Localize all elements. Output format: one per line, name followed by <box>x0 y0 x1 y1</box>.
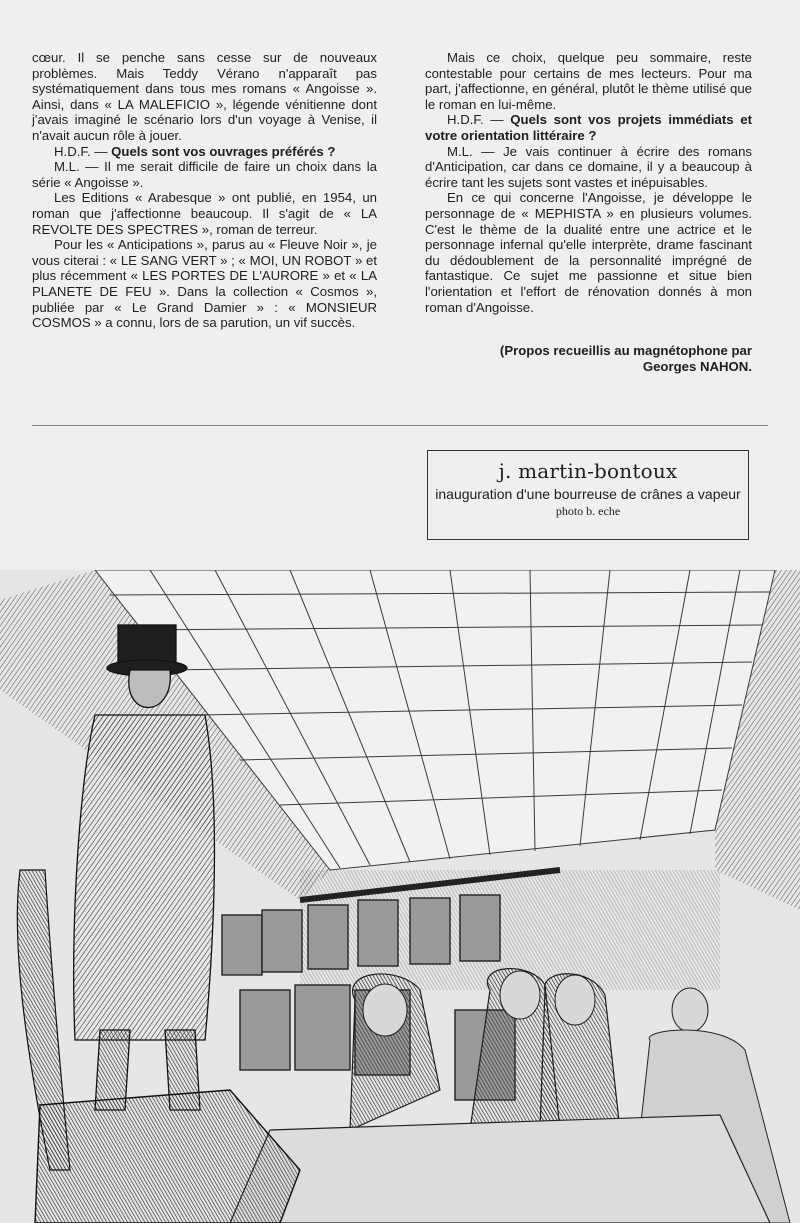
right-column <box>425 50 752 374</box>
paragraph: Mais ce choix, quelque peu sommaire, reste contestable pour certains de mes lecteurs. Pour ma part, j'affectionne, en général, plutôt le thème utilisé que le roman en lui-même. <box>425 50 752 112</box>
illustration-caption <box>427 450 749 540</box>
paragraph: M.L. — Je vais continuer à écrire des romans d'Anticipation, car dans ce domaine, il y a beaucoup à écrire tant les sujets sont vastes et inépuisables. <box>425 143 752 190</box>
question-text: Quels sont vos projets immédiats et votre orientation littéraire ? <box>425 112 752 143</box>
caption-photo-credit: photo b. eche <box>555 504 621 518</box>
question <box>425 112 752 143</box>
paragraph: En ce qui concerne l'Angoisse, je développe le personnage de « MEPHISTA » en plusieurs volumes. C'est le thème de la dualité entre une actrice et le personnage infernal qu'elle interprète, drame fascinant du dédoublement de la personnalité imprégné de fantastique. Ce sujet me passionne et situe bien l'orientation et l'effort de rénovation donnés à mon roman d'Angoisse. <box>425 190 752 315</box>
question-text: Quels sont vos ouvrages préférés ? <box>111 143 336 159</box>
paragraph: M.L. — Il me serait difficile de faire un choix dans la série « Angoisse ». <box>32 159 377 190</box>
caption-author: j. martin-bontoux <box>498 459 678 483</box>
question-speaker: H.D.F. — <box>54 143 112 159</box>
engraving-illustration <box>0 570 800 1223</box>
interview-credit <box>425 343 752 374</box>
question <box>32 144 377 160</box>
paragraph: Les Editions « Arabesque » ont publié, en 1954, un roman que j'affectionne beaucoup. Il s'agit de « LA REVOLTE DES SPECTRES », roman de terreur. <box>32 190 377 237</box>
divider <box>32 425 768 426</box>
question-speaker: H.D.F. — <box>447 112 511 128</box>
credit-name: Georges NAHON. <box>642 358 752 374</box>
caption-title: inauguration d'une bourreuse de crânes a vapeur <box>435 486 741 502</box>
credit-line: (Propos recueillis au magnétophone par <box>499 343 752 359</box>
paragraph: Pour les « Anticipations », parus au « Fleuve Noir », je vous citerai : « LE SANG VERT » ; « MOI, UN ROBOT » et plus récemment « LES PORTES DE L'AURORE » et « LA PLANETE DE FEU ». Dans la collection « Cosmos », publiée par « Le Grand Damier » : « MONSIEUR COSMOS » a connu, lors de sa parution, un vif succès. <box>32 237 377 331</box>
left-column <box>32 50 377 331</box>
paragraph: cœur. Il se penche sans cesse sur de nouveaux problèmes. Mais Teddy Vérano n'apparaît pas systématiquement dans tous mes romans « Angoisse ». Ainsi, dans « LA MALEFICIO », légende vénitienne dont j'avais imaginé le scénario lors d'un voyage à Venise, il n'avait aucun rôle à jouer. <box>32 50 377 143</box>
